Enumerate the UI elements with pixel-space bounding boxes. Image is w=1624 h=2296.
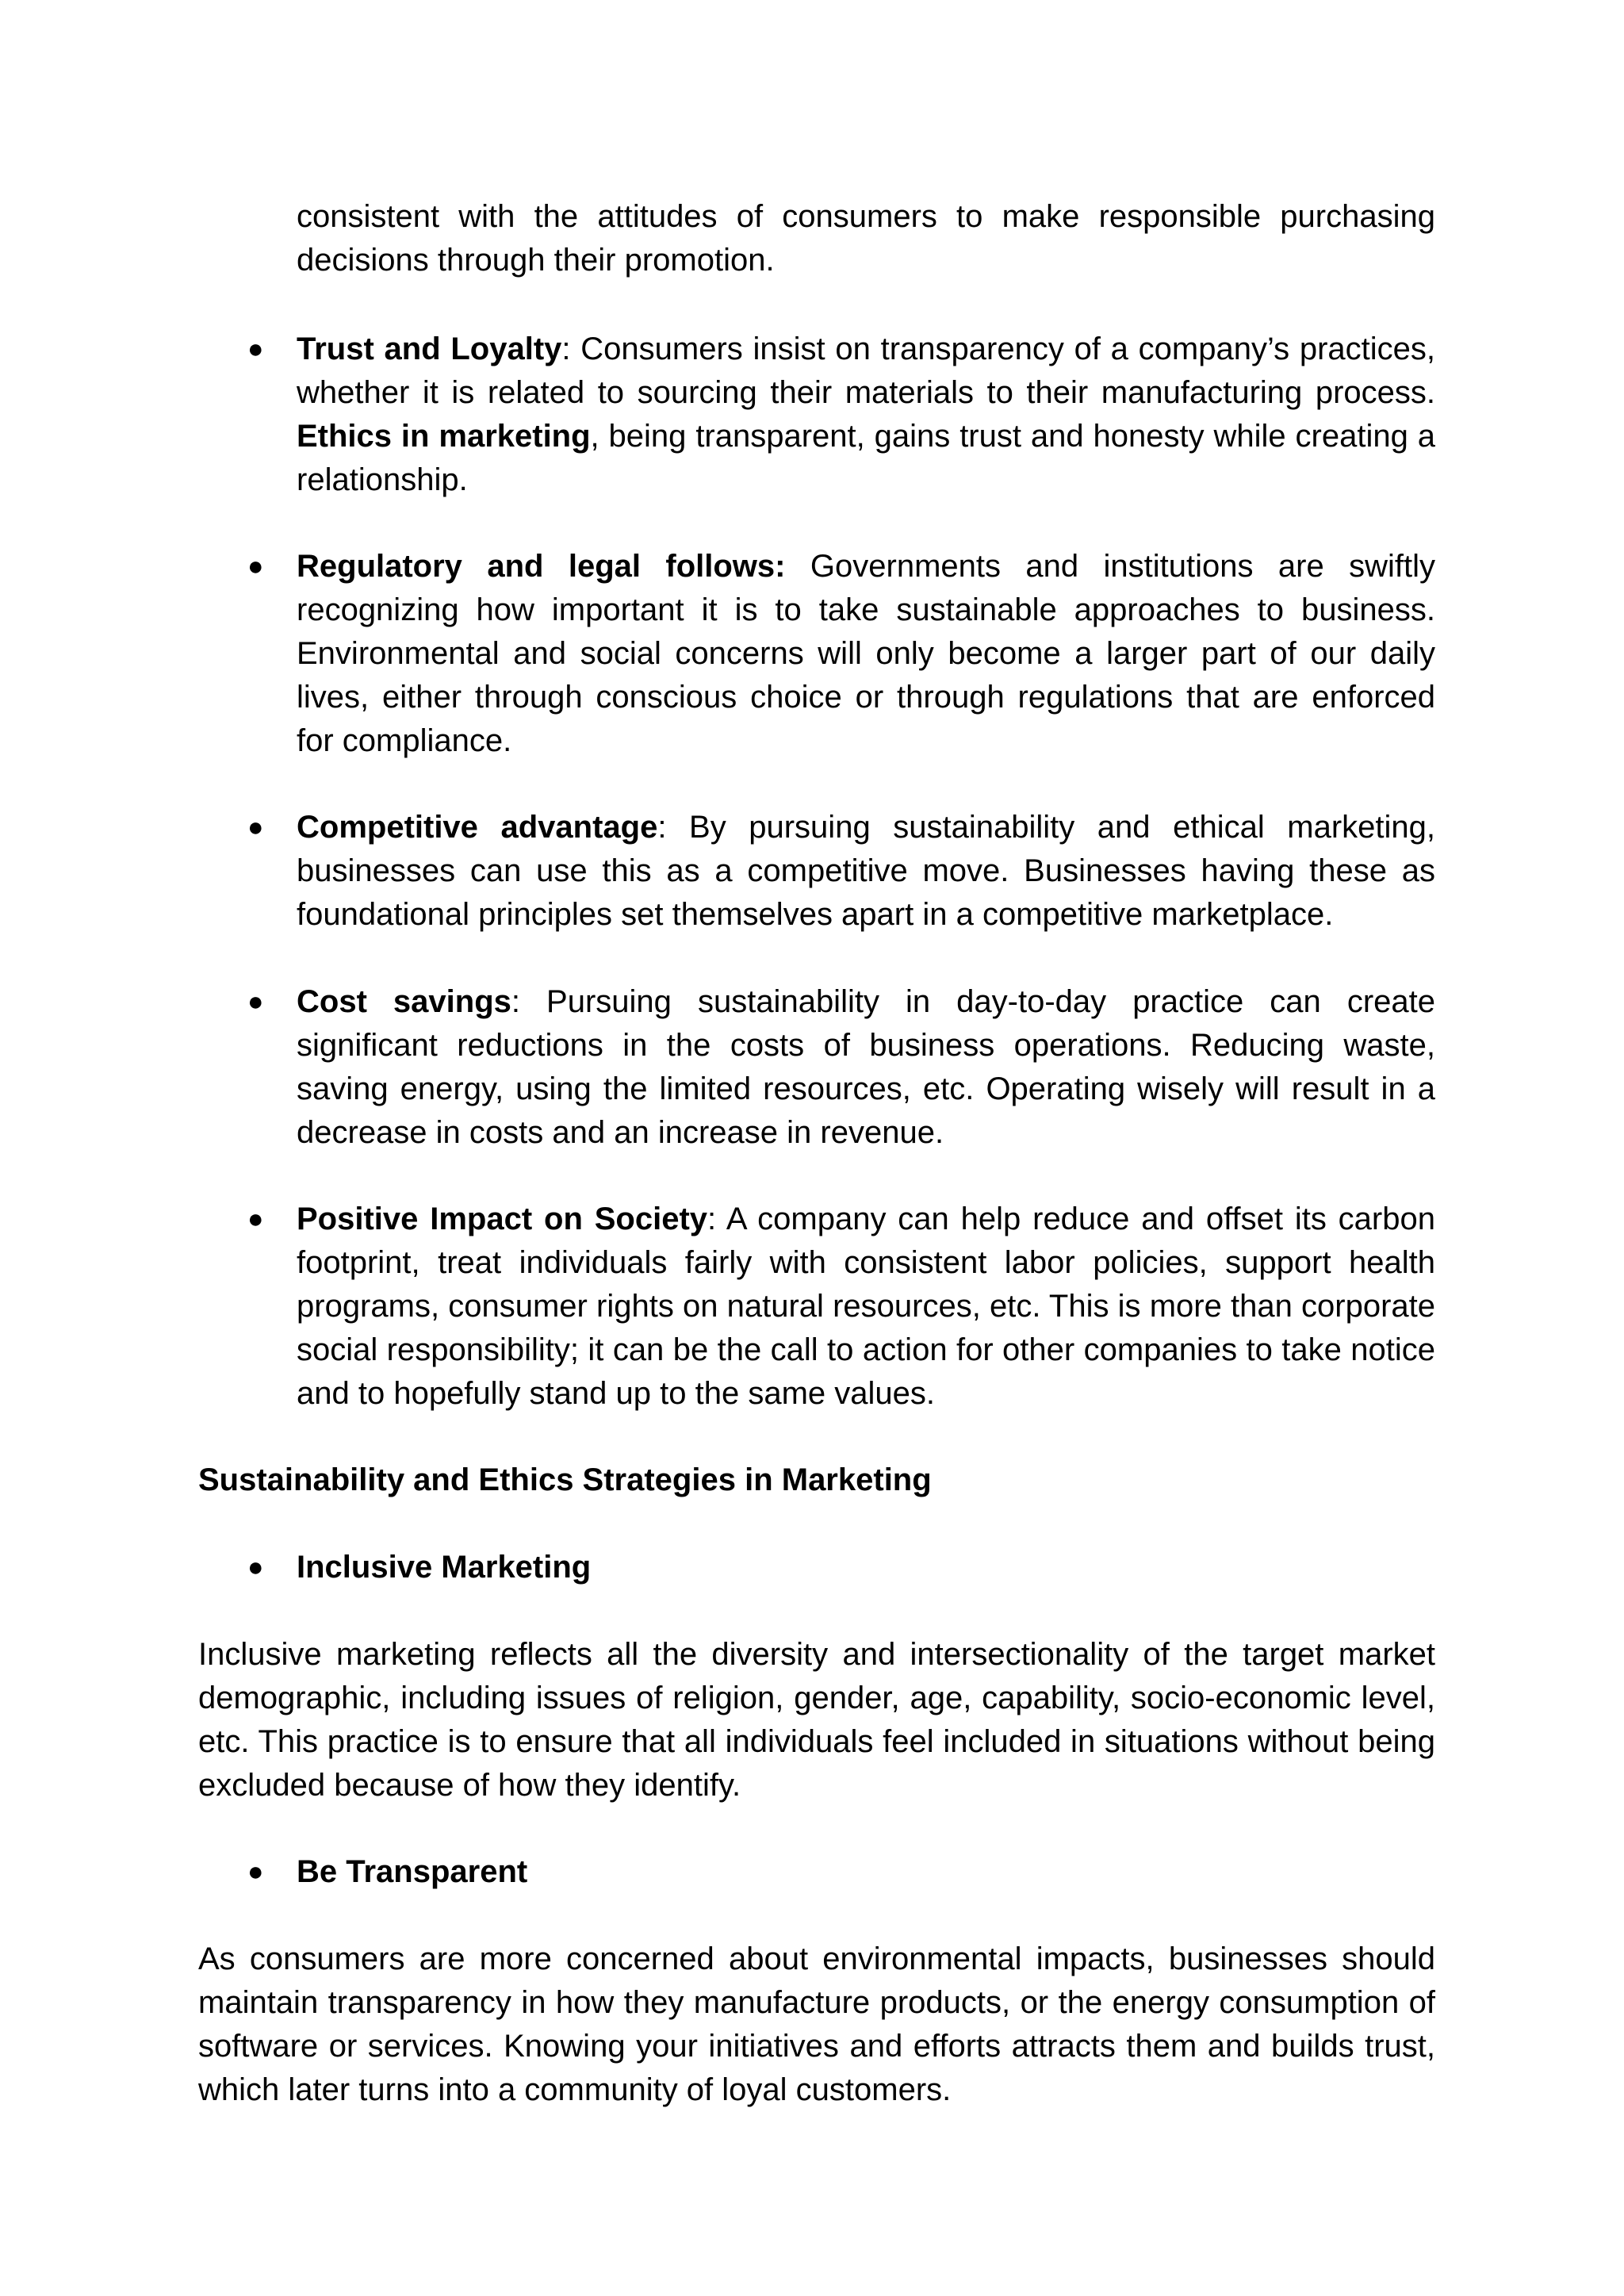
bullet-text: Pursuing sustainability in day-to-day practice can create significant reductions in the costs of business operations. Reducing waste, saving energy, using the limited resources, etc. Operating wisely will result in a decrease in costs and an increase in revenue. — [297, 984, 1435, 1150]
continuation-paragraph — [297, 195, 1435, 282]
strategy-title-transparent: Be Transparent — [297, 1854, 528, 1889]
bullet-term: Cost savings — [297, 984, 511, 1019]
bullet-separator: : — [657, 810, 690, 845]
strategy-title-inclusive: Inclusive Marketing — [297, 1550, 592, 1585]
bullet-trust-loyalty — [297, 328, 1435, 502]
bullet-separator: : — [707, 1202, 726, 1236]
bullet-term: Competitive advantage — [297, 810, 658, 845]
strategy-body-inclusive: Inclusive marketing reflects all the diversity and intersectionality of the target market demographic, including issues of religion, gender, age, capability, socio-economic level, etc. This practice is to ensure that all individuals feel included in situations without being excluded because of how they identify. — [198, 1637, 1435, 1803]
section-heading: Sustainability and Ethics Strategies in Marketing — [198, 1462, 932, 1497]
bullet-separator — [785, 549, 810, 584]
bullet-text: A company can help reduce and offset its carbon footprint, treat individuals fairly with consistent labor policies, support health programs, consumer rights on natural resources, etc. This is more than corporate social responsibility; it can be the call to action for other companies to take notice and to hopefully stand up to the same values. — [297, 1202, 1435, 1411]
bullet-regulatory-legal — [297, 545, 1435, 763]
bullet-dot: ● — [247, 1857, 264, 1887]
bullet-term: Trust and Loyalty — [297, 332, 562, 366]
bullet-term: Regulatory and legal follows: — [297, 549, 786, 584]
bullet-dot: ● — [247, 812, 264, 842]
continuation-text: consistent with the attitudes of consumers to make responsible purchasing decisions through their promotion. — [297, 199, 1435, 278]
bullet-text-after: , being transparent, gains trust and honesty while creating a relationship. — [297, 419, 1435, 497]
bullet-separator: : — [561, 332, 581, 366]
bullet-separator: : — [511, 984, 547, 1019]
strategy-body-transparent: As consumers are more concerned about environmental impacts, businesses should maintain transparency in how they manufacture products, or the energy consumption of software or services. Knowing your initiatives and efforts attracts them and builds trust, which later turns into a community of loyal customers. — [198, 1941, 1435, 2107]
bullet-positive-impact — [297, 1198, 1435, 1416]
bullet-dot: ● — [247, 1204, 264, 1234]
bullet-dot: ● — [247, 1552, 264, 1582]
bullet-term: Positive Impact on Society — [297, 1202, 708, 1236]
bullet-text: Consumers insist on transparency of a company’s practices, whether it is related to sourcing their materials to their manufacturing process. — [297, 332, 1436, 410]
bullet-dot: ● — [247, 334, 264, 364]
bullet-text: Governments and institutions are swiftly recognizing how important it is to take sustainable approaches to business. Environmental and social concerns will only become a larger part of our daily lives, either through conscious choice or through regulations that are enforced for compliance. — [297, 549, 1435, 758]
bullet-dot: ● — [247, 551, 264, 581]
bullet-dot: ● — [247, 987, 264, 1017]
bullet-competitive-advantage — [297, 806, 1435, 937]
bullet-text: By pursuing sustainability and ethical marketing, businesses can use this as a competitive move. Businesses having these as foundational principles set themselves apart in a competitive marketplace. — [297, 810, 1436, 932]
bullet-cost-savings — [297, 980, 1435, 1155]
inline-bold-term: Ethics in marketing — [297, 419, 591, 454]
